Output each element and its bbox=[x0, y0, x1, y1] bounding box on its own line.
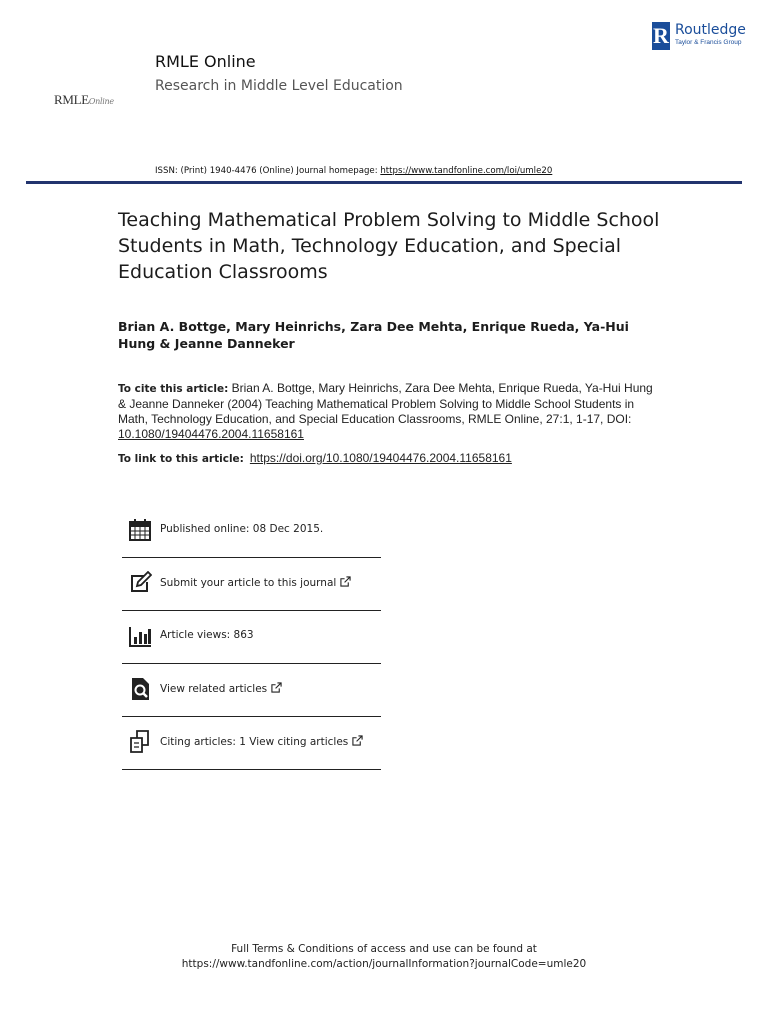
cite-label: To cite this article: bbox=[118, 383, 229, 395]
cite-text: Brian A. Bottge, Mary Heinrichs, Zara Dee Mehta, Enrique Rueda, Ya-Hui Hung & Jeanne Danneker (2004) Teaching Mathematical Problem Solving to Middle School Students in Math, Technology Education, and Special Education Classrooms, RMLE Online, 27:1, 1-17, DOI: bbox=[118, 381, 653, 426]
publisher-name: Routledge bbox=[675, 22, 746, 38]
issn-line bbox=[155, 166, 552, 176]
citation-block bbox=[118, 381, 658, 442]
meta-submit-label[interactable]: Submit your article to this journal bbox=[160, 576, 351, 589]
meta-views-label: Article views: 863 bbox=[160, 629, 254, 641]
routledge-r-icon: R bbox=[653, 23, 669, 48]
article-title: Teaching Mathematical Problem Solving to Middle School Students in Math, Technology Education, and Special Education Classrooms bbox=[118, 209, 660, 283]
external-link-icon bbox=[271, 682, 282, 693]
meta-published-label: Published online: 08 Dec 2015. bbox=[160, 523, 324, 535]
journal-subtitle: Research in Middle Level Education bbox=[155, 78, 403, 94]
meta-related-articles[interactable] bbox=[122, 664, 381, 717]
journal-homepage-link[interactable]: https://www.tandfonline.com/loi/umle20 bbox=[380, 166, 553, 176]
journal-name: RMLE Online bbox=[155, 52, 256, 71]
publisher-logo[interactable] bbox=[652, 22, 746, 50]
meta-citing-articles[interactable] bbox=[122, 717, 381, 770]
edit-icon bbox=[128, 571, 152, 595]
meta-citing-label[interactable]: Citing articles: 1 View citing articles bbox=[160, 735, 363, 748]
bar-chart-icon bbox=[128, 624, 152, 648]
header-divider bbox=[26, 181, 742, 184]
article-doi-link[interactable]: https://doi.org/10.1080/19404476.2004.11658161 bbox=[249, 451, 512, 465]
meta-submit-article[interactable] bbox=[122, 558, 381, 611]
journal-logo-script: Online bbox=[88, 97, 114, 106]
link-label: To link to this article: bbox=[118, 453, 244, 465]
calendar-icon bbox=[128, 518, 152, 542]
meta-divider bbox=[122, 769, 381, 770]
article-authors: Brian A. Bottge, Mary Heinrichs, Zara Dee Mehta, Enrique Rueda, Ya-Hui Hung & Jeanne Danneker bbox=[118, 319, 629, 351]
footer bbox=[0, 942, 768, 972]
external-link-icon bbox=[352, 735, 363, 746]
footer-terms: Full Terms & Conditions of access and use can be found at bbox=[231, 943, 537, 955]
meta-published bbox=[122, 505, 381, 558]
journal-logo bbox=[54, 92, 114, 108]
search-document-icon bbox=[128, 677, 152, 701]
meta-related-label[interactable]: View related articles bbox=[160, 682, 282, 695]
issn-text: ISSN: (Print) 1940-4476 (Online) Journal homepage: bbox=[155, 166, 381, 176]
cite-doi-link[interactable]: 10.1080/19404476.2004.11658161 bbox=[118, 427, 304, 441]
external-link-icon bbox=[340, 576, 351, 587]
journal-logo-text: RMLE bbox=[54, 92, 89, 107]
footer-terms-url[interactable]: https://www.tandfonline.com/action/journalInformation?journalCode=umle20 bbox=[181, 958, 587, 970]
article-link-block bbox=[118, 451, 512, 465]
publisher-tagline: Taylor & Francis Group bbox=[675, 39, 742, 46]
meta-article-views bbox=[122, 611, 381, 664]
citing-articles-icon bbox=[128, 730, 152, 754]
